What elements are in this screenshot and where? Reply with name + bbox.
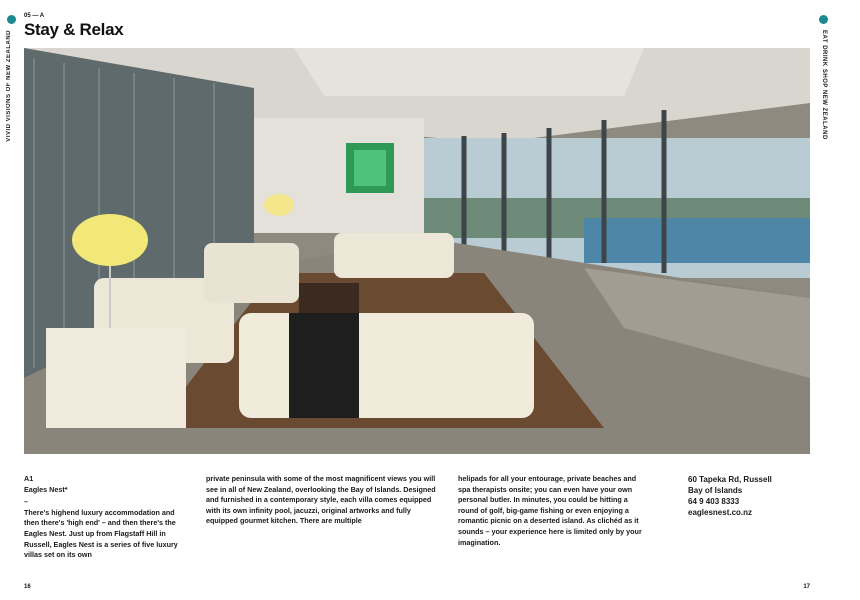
entry-column-2 [206,474,436,527]
page-title: Stay & Relax [24,20,124,39]
section-kicker: 05 — A [24,13,45,19]
address-line-2: Bay of Islands [688,486,743,495]
side-running-head-left: VIVID VISIONS OF NEW ZEALAND [6,30,12,142]
entry-column-3 [458,474,643,548]
address-line-1: 60 Tapeka Rd, Russell [688,475,772,484]
section-marker-left [7,15,16,24]
website: eaglesnest.co.nz [688,508,753,517]
entry-text-part-3: helipads for all your entourage, private beaches and spa therapists onsite; you can even have your own personal butler. In minutes, you could be hitting a round of golf, big-game fishing or even enjoying a romantic picnic on a deserted island. As clichéd as it sounds – your experience here is limited only by your imagination. [458,474,642,547]
page-number-left: 16 [24,584,31,590]
entry-name: Eagles Nest* [24,484,68,494]
section-marker-right [819,15,828,24]
interior-photo [24,48,810,454]
entry-text-part-1: There's highend luxury accommodation and then there's 'high end' – and then there's the Eagles Nest. Just up from Flagstaff Hill in Russell, Eagles Nest is a series of five luxury villas set on its own [24,507,178,560]
side-running-head-right: EAT DRINK SHOP NEW ZEALAND [821,30,827,140]
entry-column-1 [24,474,184,561]
entry-contact [688,474,808,518]
entry-text-part-2: private peninsula with some of the most magnificent views you will see in all of New Zealand, overlooking the Bay of Islands. Designed and furnished in a contemporary style, each villa comes equipped with its own infinity pool, jacuzzi, original artworks and fully equipped gourmet kitchen. There are multiple [206,474,436,526]
photo-image [24,48,810,454]
entry-dash: – [24,497,28,507]
page-number-right: 17 [803,584,810,590]
entry-number: A1 [24,474,34,483]
phone-number: 64 9 403 8333 [688,497,740,506]
